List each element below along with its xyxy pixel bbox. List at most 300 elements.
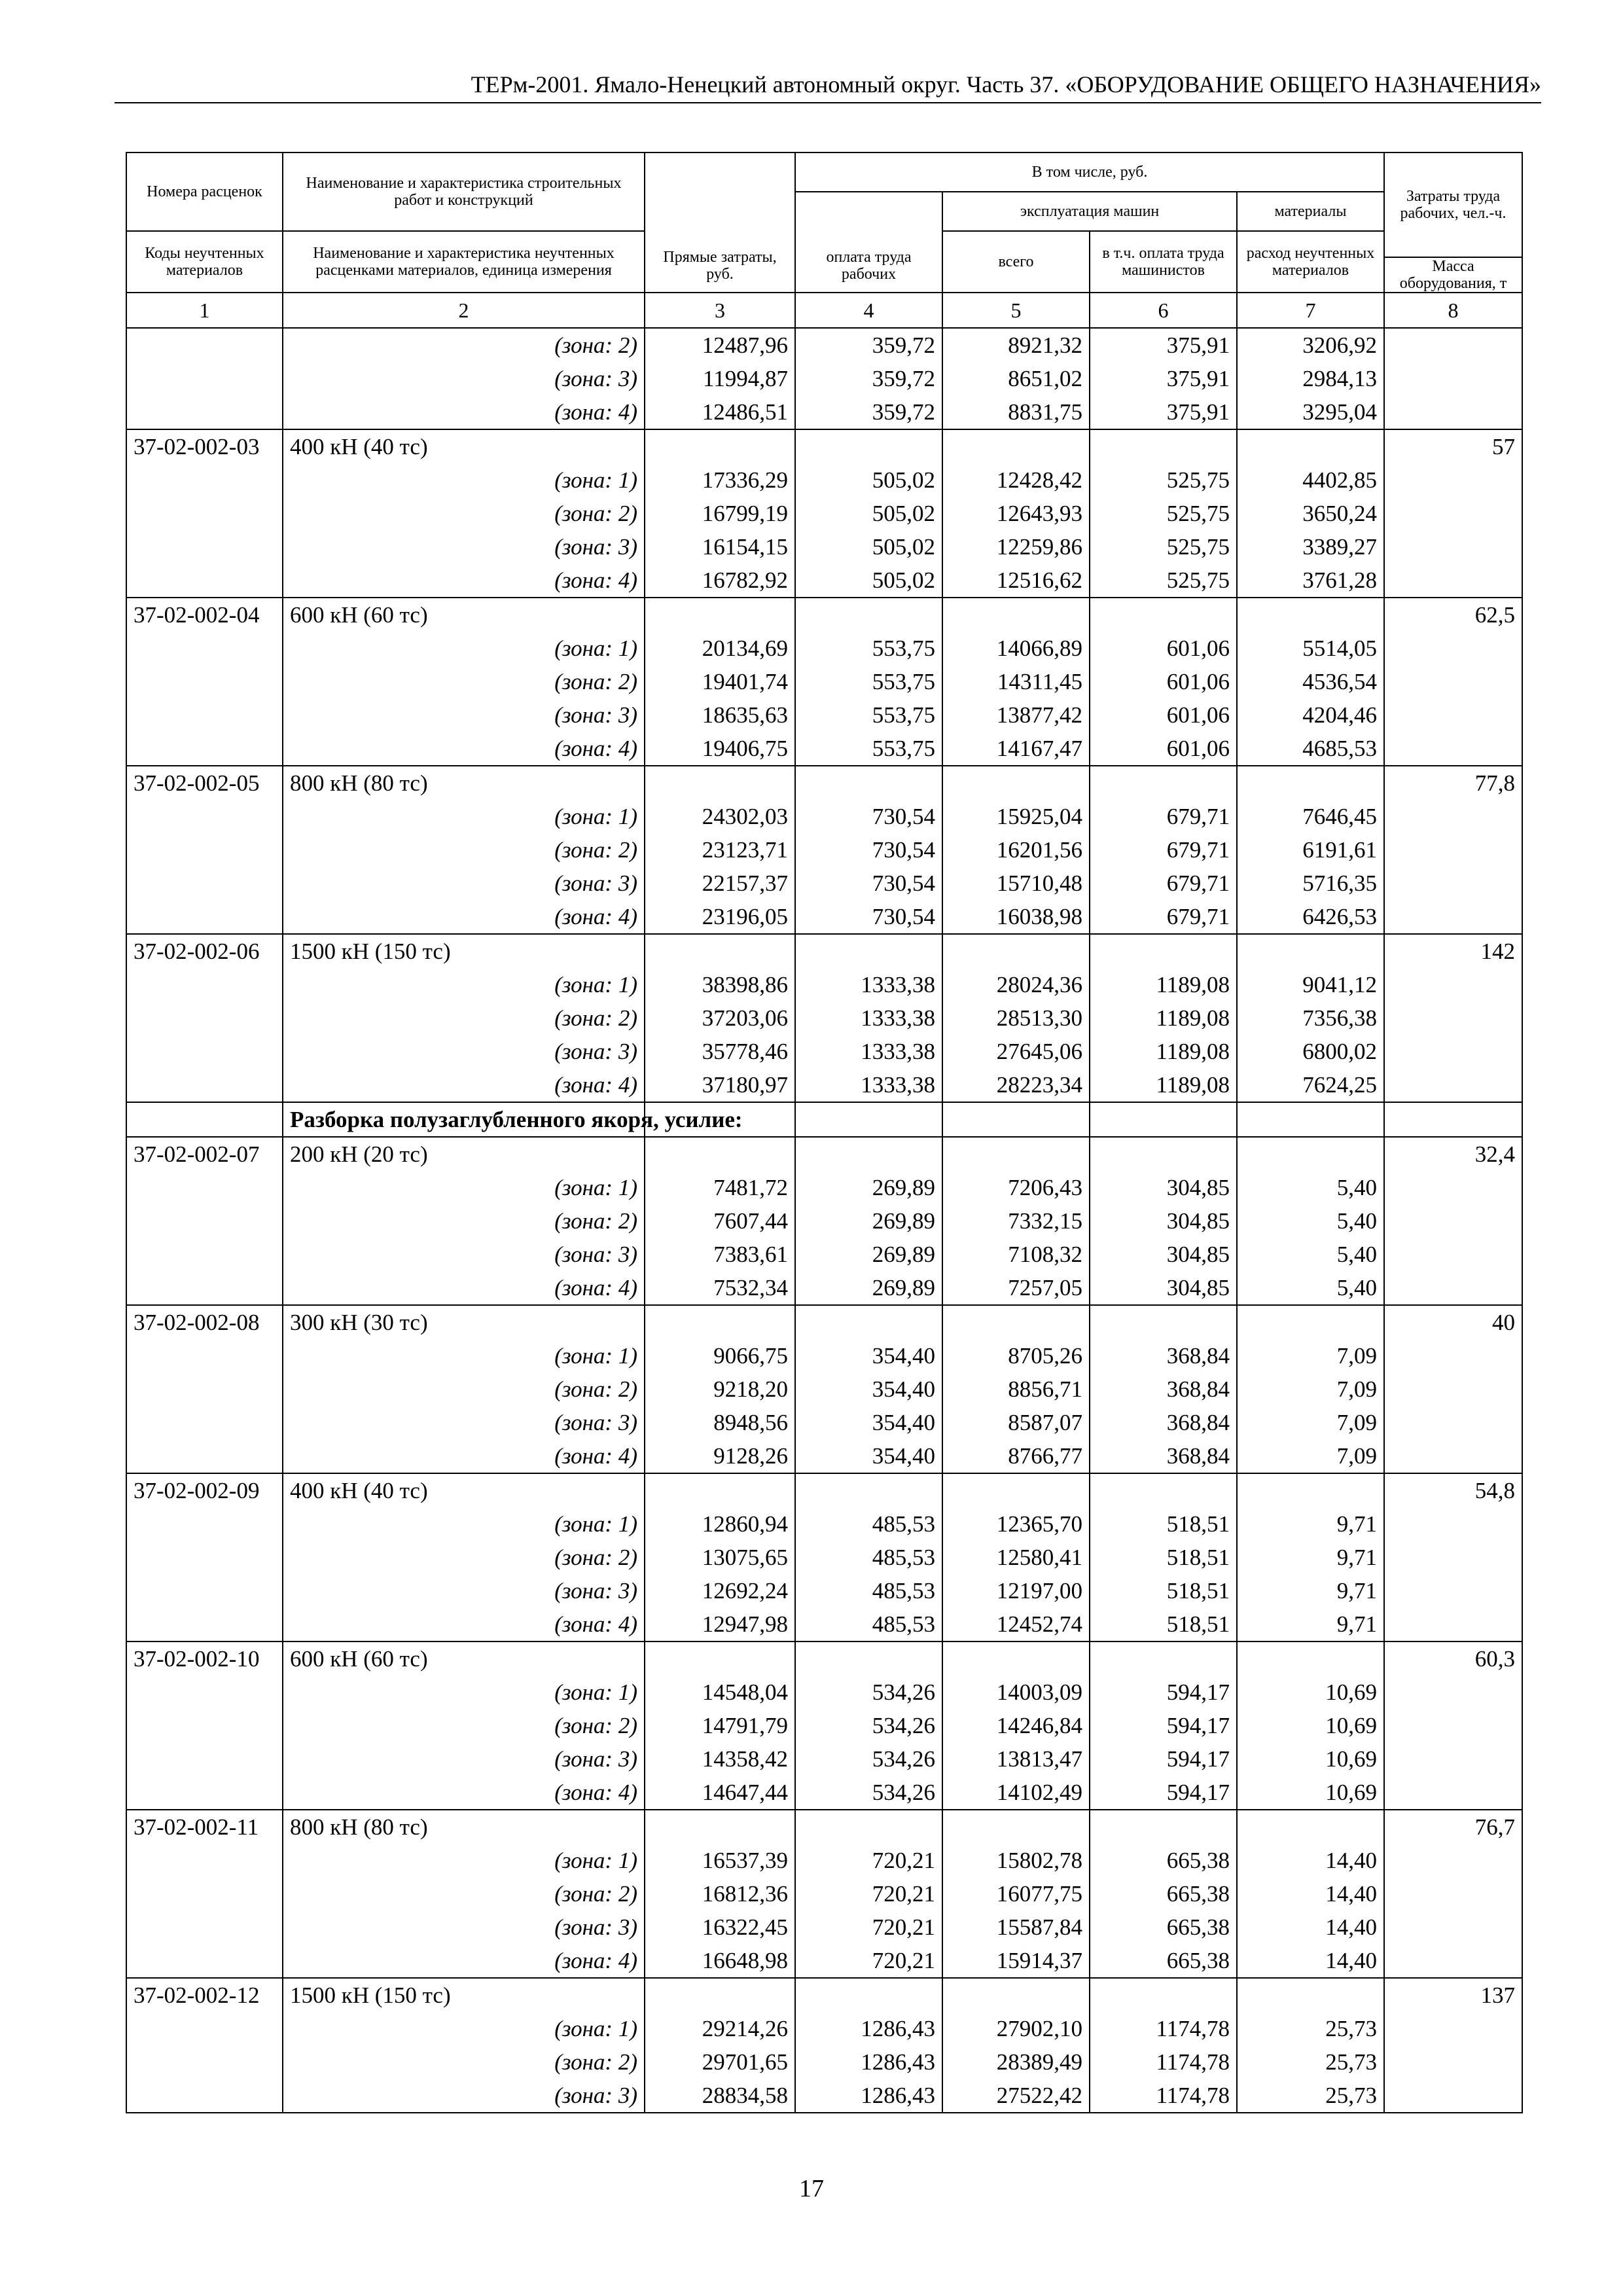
rate-code bbox=[126, 2045, 283, 2079]
labor-pay: 269,89 bbox=[795, 1271, 942, 1305]
labor-hours: 60,3 bbox=[1384, 1641, 1522, 1676]
labor-pay: 269,89 bbox=[795, 1238, 942, 1271]
materials-cost: 6191,61 bbox=[1237, 833, 1384, 867]
direct-cost bbox=[645, 1137, 795, 1171]
labor-pay: 1286,43 bbox=[795, 2045, 942, 2079]
machinist-pay: 601,06 bbox=[1090, 665, 1237, 698]
machinist-pay: 601,06 bbox=[1090, 698, 1237, 732]
labor-hours: 57 bbox=[1384, 429, 1522, 463]
labor-pay: 359,72 bbox=[795, 328, 942, 362]
materials-cost: 14,40 bbox=[1237, 1910, 1384, 1944]
rate-code bbox=[126, 632, 283, 665]
machinist-pay: 665,38 bbox=[1090, 1844, 1237, 1877]
materials-cost: 4402,85 bbox=[1237, 463, 1384, 497]
zone-label: (зона: 1) bbox=[283, 632, 645, 665]
machinist-pay: 375,91 bbox=[1090, 328, 1237, 362]
labor-hours: 32,4 bbox=[1384, 1137, 1522, 1171]
machines-total: 28024,36 bbox=[942, 968, 1090, 1001]
materials-cost: 3389,27 bbox=[1237, 530, 1384, 564]
direct-cost: 12486,51 bbox=[645, 395, 795, 429]
machinist-pay: 518,51 bbox=[1090, 1574, 1237, 1607]
materials-cost: 25,73 bbox=[1237, 2079, 1384, 2113]
direct-cost: 20134,69 bbox=[645, 632, 795, 665]
machinist-pay: 525,75 bbox=[1090, 463, 1237, 497]
rate-row bbox=[126, 1810, 1522, 1844]
direct-cost bbox=[645, 598, 795, 632]
direct-cost bbox=[645, 1473, 795, 1507]
rate-code: 37-02-002-04 bbox=[126, 598, 283, 632]
rate-code bbox=[126, 564, 283, 598]
col1-header-top: Номера расценок bbox=[126, 152, 283, 231]
rate-row bbox=[126, 1641, 1522, 1676]
materials-cost: 5,40 bbox=[1237, 1204, 1384, 1238]
machinist-pay bbox=[1090, 1641, 1237, 1676]
rate-row bbox=[126, 598, 1522, 632]
zone-label: (зона: 2) bbox=[283, 1877, 645, 1910]
zone-label: (зона: 2) bbox=[283, 1372, 645, 1406]
materials-cost: 6800,02 bbox=[1237, 1035, 1384, 1068]
machinist-pay: 368,84 bbox=[1090, 1372, 1237, 1406]
col6-header: в т.ч. оплата труда машинистов bbox=[1090, 231, 1237, 293]
materials-header: материалы bbox=[1237, 192, 1384, 231]
rate-code: 37-02-002-11 bbox=[126, 1810, 283, 1844]
labor-pay: 505,02 bbox=[795, 564, 942, 598]
zone-row bbox=[126, 1068, 1522, 1102]
machines-total: 8705,26 bbox=[942, 1339, 1090, 1372]
machines-total: 14066,89 bbox=[942, 632, 1090, 665]
rate-code bbox=[126, 1676, 283, 1709]
zone-row bbox=[126, 1439, 1522, 1473]
rate-code bbox=[126, 1406, 283, 1439]
labor-pay: 359,72 bbox=[795, 362, 942, 395]
materials-cost: 25,73 bbox=[1237, 2045, 1384, 2079]
rate-code bbox=[126, 1844, 283, 1877]
machines-total: 8651,02 bbox=[942, 362, 1090, 395]
machinist-pay: 1174,78 bbox=[1090, 2079, 1237, 2113]
materials-cost: 9,71 bbox=[1237, 1574, 1384, 1607]
machinist-pay: 304,85 bbox=[1090, 1238, 1237, 1271]
direct-cost: 19401,74 bbox=[645, 665, 795, 698]
labor-pay bbox=[795, 1473, 942, 1507]
col3-header: Прямые затраты, руб. bbox=[645, 152, 795, 293]
rate-code bbox=[126, 698, 283, 732]
labor-pay: 354,40 bbox=[795, 1372, 942, 1406]
labor-pay: 1333,38 bbox=[795, 1068, 942, 1102]
machinist-pay: 1189,08 bbox=[1090, 1035, 1237, 1068]
labor-hours bbox=[1384, 2079, 1522, 2113]
labor-pay: 534,26 bbox=[795, 1709, 942, 1742]
section-heading-row bbox=[126, 1102, 1522, 1137]
column-numbers-row bbox=[126, 293, 1522, 328]
materials-cost bbox=[1237, 598, 1384, 632]
zone-label: (зона: 4) bbox=[283, 1068, 645, 1102]
zone-row bbox=[126, 2079, 1522, 2113]
labor-pay: 354,40 bbox=[795, 1439, 942, 1473]
rate-code: 37-02-002-05 bbox=[126, 766, 283, 800]
labor-pay: 553,75 bbox=[795, 632, 942, 665]
machines-total: 13813,47 bbox=[942, 1742, 1090, 1776]
rate-code bbox=[126, 1574, 283, 1607]
machines-total: 14311,45 bbox=[942, 665, 1090, 698]
labor-pay bbox=[795, 1641, 942, 1676]
labor-pay bbox=[795, 1305, 942, 1339]
direct-cost bbox=[645, 1641, 795, 1676]
machinist-pay bbox=[1090, 1978, 1237, 2012]
zone-label: (зона: 3) bbox=[283, 362, 645, 395]
labor-hours bbox=[1384, 1709, 1522, 1742]
labor-pay bbox=[795, 598, 942, 632]
direct-cost: 35778,46 bbox=[645, 1035, 795, 1068]
zone-row bbox=[126, 328, 1522, 362]
machinist-pay bbox=[1090, 1473, 1237, 1507]
labor-pay bbox=[795, 1810, 942, 1844]
labor-hours bbox=[1384, 1372, 1522, 1406]
materials-cost: 7356,38 bbox=[1237, 1001, 1384, 1035]
col1-header-bottom: Коды неучтенных материалов bbox=[126, 231, 283, 293]
machinist-pay bbox=[1090, 429, 1237, 463]
rate-code: 37-02-002-07 bbox=[126, 1137, 283, 1171]
materials-cost: 25,73 bbox=[1237, 2012, 1384, 2045]
rate-code bbox=[126, 968, 283, 1001]
zone-row bbox=[126, 564, 1522, 598]
rate-code bbox=[126, 1607, 283, 1641]
page-number: 17 bbox=[799, 2175, 824, 2202]
zone-label: (зона: 4) bbox=[283, 1271, 645, 1305]
materials-cost bbox=[1237, 429, 1384, 463]
labor-pay: 720,21 bbox=[795, 1910, 942, 1944]
machines-total: 12643,93 bbox=[942, 497, 1090, 530]
labor-hours bbox=[1384, 2045, 1522, 2079]
zone-row bbox=[126, 1877, 1522, 1910]
zone-label: (зона: 2) bbox=[283, 1541, 645, 1574]
zone-label: (зона: 3) bbox=[283, 2079, 645, 2113]
work-name: 600 кН (60 тс) bbox=[283, 1641, 645, 1676]
zone-label: (зона: 3) bbox=[283, 1574, 645, 1607]
labor-hours bbox=[1384, 632, 1522, 665]
zone-row bbox=[126, 1171, 1522, 1204]
zone-row bbox=[126, 1910, 1522, 1944]
rate-row bbox=[126, 766, 1522, 800]
direct-cost: 14647,44 bbox=[645, 1776, 795, 1810]
rate-code bbox=[126, 497, 283, 530]
direct-cost: 16648,98 bbox=[645, 1944, 795, 1978]
machinist-pay: 594,17 bbox=[1090, 1742, 1237, 1776]
machines-total: 7257,05 bbox=[942, 1271, 1090, 1305]
direct-cost: 8948,56 bbox=[645, 1406, 795, 1439]
rate-code bbox=[126, 1102, 283, 1137]
col4-header: оплата труда рабочих bbox=[795, 192, 942, 293]
machinist-pay: 518,51 bbox=[1090, 1541, 1237, 1574]
column-number: 2 bbox=[283, 293, 645, 328]
machines-total: 14167,47 bbox=[942, 732, 1090, 766]
labor-hours bbox=[1384, 1742, 1522, 1776]
section-title: Разборка полузаглубленного якоря, усилие: bbox=[283, 1102, 645, 1137]
rate-code: 37-02-002-12 bbox=[126, 1978, 283, 2012]
zone-row bbox=[126, 1709, 1522, 1742]
rate-code bbox=[126, 1339, 283, 1372]
labor-pay: 720,21 bbox=[795, 1877, 942, 1910]
materials-cost: 14,40 bbox=[1237, 1877, 1384, 1910]
machines-total: 12197,00 bbox=[942, 1574, 1090, 1607]
rate-code bbox=[126, 1541, 283, 1574]
direct-cost bbox=[645, 766, 795, 800]
labor-hours bbox=[1384, 1877, 1522, 1910]
direct-cost: 29701,65 bbox=[645, 2045, 795, 2079]
zone-row bbox=[126, 395, 1522, 429]
zone-row bbox=[126, 968, 1522, 1001]
direct-cost: 16782,92 bbox=[645, 564, 795, 598]
materials-cost: 7,09 bbox=[1237, 1406, 1384, 1439]
materials-cost bbox=[1237, 1305, 1384, 1339]
materials-cost: 5514,05 bbox=[1237, 632, 1384, 665]
zone-label: (зона: 3) bbox=[283, 867, 645, 900]
materials-cost: 10,69 bbox=[1237, 1709, 1384, 1742]
direct-cost bbox=[645, 429, 795, 463]
machines-total bbox=[942, 1102, 1090, 1137]
zone-row bbox=[126, 1844, 1522, 1877]
machinist-pay: 594,17 bbox=[1090, 1709, 1237, 1742]
direct-cost: 17336,29 bbox=[645, 463, 795, 497]
direct-cost: 16812,36 bbox=[645, 1877, 795, 1910]
direct-cost bbox=[645, 1810, 795, 1844]
labor-hours bbox=[1384, 867, 1522, 900]
labor-pay bbox=[795, 429, 942, 463]
rate-code bbox=[126, 328, 283, 362]
direct-cost: 29214,26 bbox=[645, 2012, 795, 2045]
rate-code bbox=[126, 463, 283, 497]
zone-label: (зона: 2) bbox=[283, 2045, 645, 2079]
zone-label: (зона: 3) bbox=[283, 1742, 645, 1776]
machinist-pay: 518,51 bbox=[1090, 1507, 1237, 1541]
zone-label: (зона: 1) bbox=[283, 800, 645, 833]
zone-row bbox=[126, 362, 1522, 395]
machines-total: 12428,42 bbox=[942, 463, 1090, 497]
materials-cost bbox=[1237, 1810, 1384, 1844]
zone-label: (зона: 4) bbox=[283, 732, 645, 766]
labor-hours bbox=[1384, 1102, 1522, 1137]
materials-cost: 5716,35 bbox=[1237, 867, 1384, 900]
direct-cost: 12692,24 bbox=[645, 1574, 795, 1607]
direct-cost: 7383,61 bbox=[645, 1238, 795, 1271]
machines-total bbox=[942, 598, 1090, 632]
machines-total: 12365,70 bbox=[942, 1507, 1090, 1541]
direct-cost: 12487,96 bbox=[645, 328, 795, 362]
materials-cost: 5,40 bbox=[1237, 1238, 1384, 1271]
machinist-pay bbox=[1090, 1305, 1237, 1339]
materials-cost: 9,71 bbox=[1237, 1607, 1384, 1641]
machinist-pay bbox=[1090, 1810, 1237, 1844]
direct-cost: 9128,26 bbox=[645, 1439, 795, 1473]
labor-pay: 553,75 bbox=[795, 698, 942, 732]
labor-pay: 485,53 bbox=[795, 1507, 942, 1541]
machines-total: 28389,49 bbox=[942, 2045, 1090, 2079]
machinist-pay: 665,38 bbox=[1090, 1877, 1237, 1910]
labor-hours bbox=[1384, 1035, 1522, 1068]
zone-row bbox=[126, 1944, 1522, 1978]
rate-code bbox=[126, 395, 283, 429]
materials-cost bbox=[1237, 1102, 1384, 1137]
zone-label: (зона: 4) bbox=[283, 395, 645, 429]
direct-cost: 23196,05 bbox=[645, 900, 795, 934]
machines-total: 14003,09 bbox=[942, 1676, 1090, 1709]
labor-hours bbox=[1384, 1776, 1522, 1810]
zone-row bbox=[126, 1607, 1522, 1641]
machinist-pay: 665,38 bbox=[1090, 1910, 1237, 1944]
machines-total: 15710,48 bbox=[942, 867, 1090, 900]
direct-cost: 7532,34 bbox=[645, 1271, 795, 1305]
rate-code bbox=[126, 800, 283, 833]
labor-pay: 1333,38 bbox=[795, 968, 942, 1001]
materials-cost: 14,40 bbox=[1237, 1844, 1384, 1877]
machinist-pay: 525,75 bbox=[1090, 497, 1237, 530]
zone-label: (зона: 4) bbox=[283, 900, 645, 934]
work-name: 400 кН (40 тс) bbox=[283, 429, 645, 463]
labor-hours bbox=[1384, 1001, 1522, 1035]
machinist-pay bbox=[1090, 934, 1237, 968]
zone-label: (зона: 4) bbox=[283, 1776, 645, 1810]
rate-code bbox=[126, 2079, 283, 2113]
labor-pay: 720,21 bbox=[795, 1844, 942, 1877]
direct-cost: 7481,72 bbox=[645, 1171, 795, 1204]
direct-cost: 16322,45 bbox=[645, 1910, 795, 1944]
zone-label: (зона: 2) bbox=[283, 1204, 645, 1238]
rate-code bbox=[126, 1439, 283, 1473]
labor-pay: 505,02 bbox=[795, 497, 942, 530]
machines-total bbox=[942, 1137, 1090, 1171]
machines-total: 8587,07 bbox=[942, 1406, 1090, 1439]
direct-cost: 13075,65 bbox=[645, 1541, 795, 1574]
column-number: 4 bbox=[795, 293, 942, 328]
labor-hours bbox=[1384, 1238, 1522, 1271]
labor-pay: 1286,43 bbox=[795, 2012, 942, 2045]
rate-code bbox=[126, 530, 283, 564]
materials-cost: 2984,13 bbox=[1237, 362, 1384, 395]
labor-hours bbox=[1384, 1068, 1522, 1102]
direct-cost: 14358,42 bbox=[645, 1742, 795, 1776]
labor-pay: 1286,43 bbox=[795, 2079, 942, 2113]
materials-cost: 4204,46 bbox=[1237, 698, 1384, 732]
zone-row bbox=[126, 900, 1522, 934]
labor-hours bbox=[1384, 833, 1522, 867]
labor-hours bbox=[1384, 1171, 1522, 1204]
materials-cost: 4685,53 bbox=[1237, 732, 1384, 766]
zone-label: (зона: 3) bbox=[283, 530, 645, 564]
labor-hours bbox=[1384, 1844, 1522, 1877]
zone-row bbox=[126, 698, 1522, 732]
labor-hours bbox=[1384, 2012, 1522, 2045]
work-name: 400 кН (40 тс) bbox=[283, 1473, 645, 1507]
zone-row bbox=[126, 833, 1522, 867]
rate-code: 37-02-002-08 bbox=[126, 1305, 283, 1339]
machines-total: 27645,06 bbox=[942, 1035, 1090, 1068]
labor-pay: 269,89 bbox=[795, 1171, 942, 1204]
labor-hours bbox=[1384, 1406, 1522, 1439]
zone-row bbox=[126, 665, 1522, 698]
col2-header-top: Наименование и характеристика строительных работ и конструкций bbox=[283, 152, 645, 231]
zone-row bbox=[126, 497, 1522, 530]
labor-pay: 553,75 bbox=[795, 732, 942, 766]
materials-cost: 10,69 bbox=[1237, 1676, 1384, 1709]
rate-code: 37-02-002-09 bbox=[126, 1473, 283, 1507]
direct-cost: 12947,98 bbox=[645, 1607, 795, 1641]
labor-hours: 142 bbox=[1384, 934, 1522, 968]
machinist-pay: 679,71 bbox=[1090, 900, 1237, 934]
zone-row bbox=[126, 1271, 1522, 1305]
rate-code bbox=[126, 1238, 283, 1271]
work-name: 600 кН (60 тс) bbox=[283, 598, 645, 632]
zone-label: (зона: 4) bbox=[283, 1607, 645, 1641]
zone-label: (зона: 3) bbox=[283, 1910, 645, 1944]
rate-code bbox=[126, 1742, 283, 1776]
machines-total: 8856,71 bbox=[942, 1372, 1090, 1406]
direct-cost: 16799,19 bbox=[645, 497, 795, 530]
machinist-pay: 525,75 bbox=[1090, 564, 1237, 598]
zone-label: (зона: 1) bbox=[283, 1339, 645, 1372]
zone-row bbox=[126, 1238, 1522, 1271]
machinist-pay: 1189,08 bbox=[1090, 1001, 1237, 1035]
zone-label: (зона: 1) bbox=[283, 1844, 645, 1877]
labor-hours bbox=[1384, 530, 1522, 564]
materials-cost: 9,71 bbox=[1237, 1507, 1384, 1541]
machinist-pay: 594,17 bbox=[1090, 1676, 1237, 1709]
direct-cost: 16537,39 bbox=[645, 1844, 795, 1877]
column-number: 6 bbox=[1090, 293, 1237, 328]
materials-cost bbox=[1237, 1978, 1384, 2012]
rate-row bbox=[126, 429, 1522, 463]
machinist-pay bbox=[1090, 766, 1237, 800]
labor-hours bbox=[1384, 1204, 1522, 1238]
table-body bbox=[126, 328, 1522, 2113]
incl-header: В том числе, руб. bbox=[795, 152, 1384, 192]
rate-code bbox=[126, 1776, 283, 1810]
labor-hours bbox=[1384, 1541, 1522, 1574]
labor-pay: 1333,38 bbox=[795, 1035, 942, 1068]
materials-cost bbox=[1237, 1641, 1384, 1676]
materials-cost: 7646,45 bbox=[1237, 800, 1384, 833]
zone-label: (зона: 1) bbox=[283, 463, 645, 497]
rate-code bbox=[126, 1944, 283, 1978]
rate-code bbox=[126, 665, 283, 698]
machines-total: 28223,34 bbox=[942, 1068, 1090, 1102]
materials-cost: 4536,54 bbox=[1237, 665, 1384, 698]
zone-label: (зона: 2) bbox=[283, 833, 645, 867]
machines-total: 27522,42 bbox=[942, 2079, 1090, 2113]
labor-hours bbox=[1384, 1910, 1522, 1944]
labor-pay: 269,89 bbox=[795, 1204, 942, 1238]
zone-label: (зона: 3) bbox=[283, 1035, 645, 1068]
machines-total: 16077,75 bbox=[942, 1877, 1090, 1910]
labor-hours bbox=[1384, 698, 1522, 732]
rate-code bbox=[126, 833, 283, 867]
rate-code bbox=[126, 867, 283, 900]
machinist-pay: 679,71 bbox=[1090, 800, 1237, 833]
labor-hours: 62,5 bbox=[1384, 598, 1522, 632]
labor-pay: 485,53 bbox=[795, 1574, 942, 1607]
labor-hours bbox=[1384, 968, 1522, 1001]
machines-total bbox=[942, 1305, 1090, 1339]
machinist-pay: 601,06 bbox=[1090, 732, 1237, 766]
labor-hours bbox=[1384, 1507, 1522, 1541]
col8-header-bottom: Масса оборудования, т bbox=[1384, 257, 1522, 293]
work-name: 300 кН (30 тс) bbox=[283, 1305, 645, 1339]
machines-total bbox=[942, 429, 1090, 463]
machinist-pay: 601,06 bbox=[1090, 632, 1237, 665]
rate-row bbox=[126, 1473, 1522, 1507]
labor-hours: 76,7 bbox=[1384, 1810, 1522, 1844]
rate-code bbox=[126, 1035, 283, 1068]
zone-row bbox=[126, 867, 1522, 900]
zone-label: (зона: 2) bbox=[283, 1709, 645, 1742]
